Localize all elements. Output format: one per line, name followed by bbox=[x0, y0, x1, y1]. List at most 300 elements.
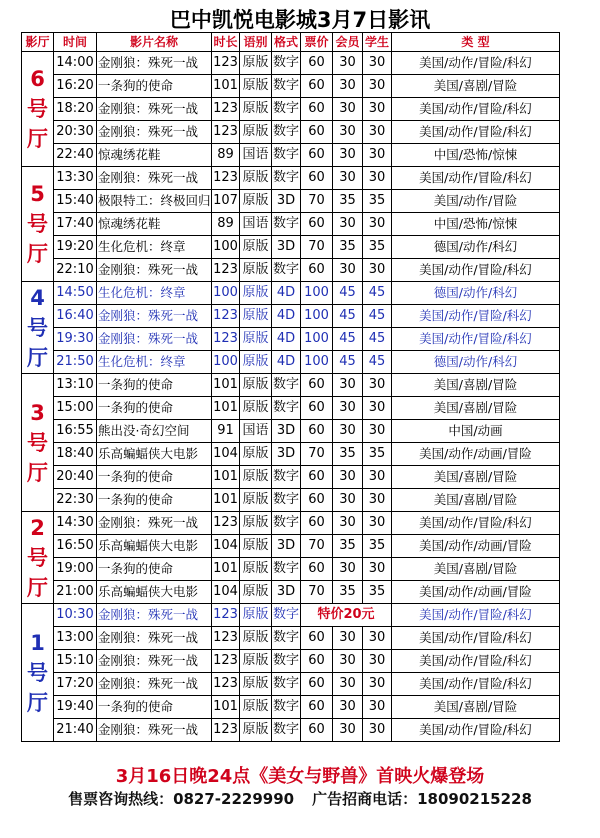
ticket-price: 100 bbox=[301, 305, 333, 328]
film-genre: 美国/动作/冒险/科幻 bbox=[392, 604, 560, 627]
hall-label-char: 厅 bbox=[27, 242, 48, 266]
student-price: 30 bbox=[363, 213, 392, 236]
hall-label-char: 厅 bbox=[27, 690, 48, 715]
student-price: 45 bbox=[363, 305, 392, 328]
film-length: 104 bbox=[212, 535, 240, 558]
film-genre: 美国/动作/冒险/科幻 bbox=[392, 650, 560, 673]
table-row bbox=[22, 236, 560, 259]
header-hall: 影厅 bbox=[22, 33, 54, 52]
film-title: 一条狗的使命 bbox=[97, 466, 212, 489]
showtime: 16:40 bbox=[54, 305, 97, 328]
member-price: 30 bbox=[333, 466, 363, 489]
film-language: 原版 bbox=[240, 443, 272, 466]
student-price: 30 bbox=[363, 466, 392, 489]
film-title: 金刚狼：殊死一战 bbox=[97, 167, 212, 190]
film-length: 123 bbox=[212, 512, 240, 535]
page-title: 巴中凯悦电影城3月7日影讯 bbox=[169, 8, 431, 32]
table-row bbox=[22, 581, 560, 604]
film-genre: 美国/动作/冒险/科幻 bbox=[392, 98, 560, 121]
hall-label-char: 厅 bbox=[27, 345, 48, 370]
showtime: 13:30 bbox=[54, 167, 97, 190]
film-length: 123 bbox=[212, 650, 240, 673]
header-length: 时长 bbox=[212, 33, 240, 52]
film-language: 国语 bbox=[240, 144, 272, 167]
header-genre: 类 型 bbox=[392, 33, 560, 52]
hall-label-char: 5 bbox=[30, 182, 45, 206]
ticket-price: 70 bbox=[301, 581, 333, 604]
film-length: 100 bbox=[212, 351, 240, 374]
film-format: 数字 bbox=[272, 696, 301, 719]
schedule-table bbox=[21, 32, 560, 742]
showtime: 13:10 bbox=[54, 374, 97, 397]
hall-label bbox=[22, 512, 54, 604]
film-format: 数字 bbox=[272, 604, 301, 627]
film-title: 金刚狼：殊死一战 bbox=[97, 512, 212, 535]
showtime: 22:30 bbox=[54, 489, 97, 512]
film-length: 123 bbox=[212, 305, 240, 328]
film-format: 3D bbox=[272, 420, 301, 443]
film-format: 数字 bbox=[272, 374, 301, 397]
film-format: 数字 bbox=[272, 167, 301, 190]
film-genre: 美国/动作/冒险/科幻 bbox=[392, 259, 560, 282]
showtime: 21:00 bbox=[54, 581, 97, 604]
film-genre: 美国/动作/动画/冒险 bbox=[392, 535, 560, 558]
film-title: 金刚狼：殊死一战 bbox=[97, 259, 212, 282]
member-price: 30 bbox=[333, 558, 363, 581]
table-row bbox=[22, 374, 560, 397]
film-genre: 美国/动作/冒险/科幻 bbox=[392, 121, 560, 144]
hall-label-char: 3 bbox=[30, 400, 45, 425]
film-language: 原版 bbox=[240, 305, 272, 328]
member-price: 45 bbox=[333, 282, 363, 305]
ticket-price: 60 bbox=[301, 512, 333, 535]
member-price: 45 bbox=[333, 351, 363, 374]
hall-label-char: 6 bbox=[30, 67, 45, 91]
table-row bbox=[22, 351, 560, 374]
ticket-price: 60 bbox=[301, 627, 333, 650]
showtime: 19:30 bbox=[54, 328, 97, 351]
film-title: 金刚狼：殊死一战 bbox=[97, 604, 212, 627]
film-genre: 中国/恐怖/惊悚 bbox=[392, 213, 560, 236]
film-title: 金刚狼：殊死一战 bbox=[97, 98, 212, 121]
ticket-price: 60 bbox=[301, 144, 333, 167]
film-language: 原版 bbox=[240, 282, 272, 305]
member-price: 30 bbox=[333, 52, 363, 75]
student-price: 30 bbox=[363, 144, 392, 167]
header-row bbox=[22, 33, 560, 52]
ticket-price: 70 bbox=[301, 190, 333, 213]
showtime: 17:20 bbox=[54, 673, 97, 696]
film-language: 原版 bbox=[240, 52, 272, 75]
showtime: 20:40 bbox=[54, 466, 97, 489]
film-title: 一条狗的使命 bbox=[97, 558, 212, 581]
student-price: 45 bbox=[363, 351, 392, 374]
header-time: 时间 bbox=[54, 33, 97, 52]
special-price: 特价20元 bbox=[301, 604, 392, 627]
showtime: 16:50 bbox=[54, 535, 97, 558]
hall-label-char: 号 bbox=[27, 430, 48, 455]
film-genre: 美国/动作/冒险/科幻 bbox=[392, 52, 560, 75]
film-language: 原版 bbox=[240, 558, 272, 581]
table-row bbox=[22, 190, 560, 213]
film-language: 原版 bbox=[240, 512, 272, 535]
ticket-price: 100 bbox=[301, 351, 333, 374]
hall-label bbox=[22, 282, 54, 374]
ads-hotline: 广告招商电话：18090215228 bbox=[312, 790, 532, 808]
member-price: 30 bbox=[333, 144, 363, 167]
film-genre: 美国/喜剧/冒险 bbox=[392, 696, 560, 719]
member-price: 30 bbox=[333, 489, 363, 512]
film-format: 4D bbox=[272, 282, 301, 305]
film-language: 原版 bbox=[240, 236, 272, 259]
ticket-price: 60 bbox=[301, 75, 333, 98]
film-format: 数字 bbox=[272, 75, 301, 98]
ticket-price: 60 bbox=[301, 167, 333, 190]
student-price: 35 bbox=[363, 236, 392, 259]
table-row bbox=[22, 673, 560, 696]
film-length: 123 bbox=[212, 52, 240, 75]
film-length: 123 bbox=[212, 627, 240, 650]
film-title: 一条狗的使命 bbox=[97, 489, 212, 512]
film-length: 101 bbox=[212, 75, 240, 98]
film-title: 惊魂绣花鞋 bbox=[97, 144, 212, 167]
table-row bbox=[22, 650, 560, 673]
film-language: 原版 bbox=[240, 604, 272, 627]
hall-label-char: 2 bbox=[30, 515, 45, 540]
film-title: 金刚狼：殊死一战 bbox=[97, 673, 212, 696]
film-genre: 美国/动作/动画/冒险 bbox=[392, 443, 560, 466]
film-format: 4D bbox=[272, 351, 301, 374]
ticket-price: 60 bbox=[301, 259, 333, 282]
table-row bbox=[22, 305, 560, 328]
ticket-price: 60 bbox=[301, 696, 333, 719]
student-price: 30 bbox=[363, 512, 392, 535]
film-length: 91 bbox=[212, 420, 240, 443]
film-language: 原版 bbox=[240, 627, 272, 650]
showtime: 21:40 bbox=[54, 719, 97, 742]
film-language: 原版 bbox=[240, 98, 272, 121]
table-row bbox=[22, 167, 560, 190]
film-genre: 德国/动作/科幻 bbox=[392, 282, 560, 305]
film-language: 原版 bbox=[240, 190, 272, 213]
hall-label bbox=[22, 52, 54, 167]
member-price: 45 bbox=[333, 305, 363, 328]
film-title: 金刚狼：殊死一战 bbox=[97, 52, 212, 75]
member-price: 30 bbox=[333, 98, 363, 121]
table-row bbox=[22, 259, 560, 282]
ticket-price: 60 bbox=[301, 558, 333, 581]
ticket-price: 60 bbox=[301, 650, 333, 673]
film-title: 惊魂绣花鞋 bbox=[97, 213, 212, 236]
film-format: 数字 bbox=[272, 558, 301, 581]
film-language: 国语 bbox=[240, 213, 272, 236]
showtime: 20:30 bbox=[54, 121, 97, 144]
film-format: 数字 bbox=[272, 719, 301, 742]
ticket-price: 100 bbox=[301, 328, 333, 351]
member-price: 30 bbox=[333, 673, 363, 696]
film-title: 生化危机：终章 bbox=[97, 236, 212, 259]
table-row bbox=[22, 397, 560, 420]
student-price: 30 bbox=[363, 374, 392, 397]
film-length: 123 bbox=[212, 328, 240, 351]
film-format: 数字 bbox=[272, 121, 301, 144]
film-format: 数字 bbox=[272, 144, 301, 167]
film-title: 乐高蝙蝠侠大电影 bbox=[97, 581, 212, 604]
contact-line bbox=[0, 788, 600, 809]
header-format: 格式 bbox=[272, 33, 301, 52]
film-length: 101 bbox=[212, 489, 240, 512]
film-genre: 美国/动作/冒险/科幻 bbox=[392, 673, 560, 696]
table-row bbox=[22, 213, 560, 236]
member-price: 30 bbox=[333, 213, 363, 236]
ticket-price: 70 bbox=[301, 535, 333, 558]
member-price: 35 bbox=[333, 190, 363, 213]
film-title: 熊出没·奇幻空间 bbox=[97, 420, 212, 443]
member-price: 30 bbox=[333, 167, 363, 190]
student-price: 30 bbox=[363, 627, 392, 650]
film-language: 原版 bbox=[240, 75, 272, 98]
schedule-body bbox=[22, 52, 560, 742]
film-format: 数字 bbox=[272, 466, 301, 489]
film-genre: 美国/喜剧/冒险 bbox=[392, 374, 560, 397]
ticket-price: 60 bbox=[301, 98, 333, 121]
film-title: 一条狗的使命 bbox=[97, 75, 212, 98]
film-length: 123 bbox=[212, 167, 240, 190]
hall-label bbox=[22, 604, 54, 742]
student-price: 35 bbox=[363, 581, 392, 604]
film-format: 数字 bbox=[272, 650, 301, 673]
film-format: 3D bbox=[272, 190, 301, 213]
table-row bbox=[22, 489, 560, 512]
film-length: 123 bbox=[212, 98, 240, 121]
film-length: 123 bbox=[212, 673, 240, 696]
table-row bbox=[22, 466, 560, 489]
ticket-price: 60 bbox=[301, 489, 333, 512]
film-genre: 美国/喜剧/冒险 bbox=[392, 489, 560, 512]
student-price: 30 bbox=[363, 673, 392, 696]
table-row bbox=[22, 443, 560, 466]
hall-label-char: 厅 bbox=[27, 575, 48, 600]
film-format: 3D bbox=[272, 236, 301, 259]
hall-label-char: 号 bbox=[27, 545, 48, 570]
table-row bbox=[22, 328, 560, 351]
film-language: 原版 bbox=[240, 374, 272, 397]
film-language: 原版 bbox=[240, 397, 272, 420]
header-film: 影片名称 bbox=[97, 33, 212, 52]
showtime: 16:55 bbox=[54, 420, 97, 443]
film-length: 123 bbox=[212, 604, 240, 627]
film-length: 100 bbox=[212, 282, 240, 305]
film-language: 原版 bbox=[240, 351, 272, 374]
student-price: 30 bbox=[363, 75, 392, 98]
student-price: 45 bbox=[363, 282, 392, 305]
film-title: 金刚狼：殊死一战 bbox=[97, 305, 212, 328]
film-title: 金刚狼：殊死一战 bbox=[97, 650, 212, 673]
film-genre: 美国/喜剧/冒险 bbox=[392, 397, 560, 420]
member-price: 35 bbox=[333, 236, 363, 259]
table-row bbox=[22, 512, 560, 535]
hall-label-char: 号 bbox=[27, 315, 48, 340]
film-format: 数字 bbox=[272, 673, 301, 696]
table-row bbox=[22, 144, 560, 167]
film-title: 一条狗的使命 bbox=[97, 696, 212, 719]
film-length: 101 bbox=[212, 558, 240, 581]
film-format: 3D bbox=[272, 535, 301, 558]
film-length: 101 bbox=[212, 397, 240, 420]
student-price: 30 bbox=[363, 52, 392, 75]
showtime: 15:10 bbox=[54, 650, 97, 673]
film-title: 生化危机：终章 bbox=[97, 282, 212, 305]
film-genre: 美国/喜剧/冒险 bbox=[392, 75, 560, 98]
header-language: 语别 bbox=[240, 33, 272, 52]
ticket-price: 60 bbox=[301, 374, 333, 397]
film-language: 原版 bbox=[240, 328, 272, 351]
film-length: 89 bbox=[212, 144, 240, 167]
table-row bbox=[22, 696, 560, 719]
table-row bbox=[22, 535, 560, 558]
hall-label-char: 号 bbox=[27, 97, 48, 121]
film-language: 原版 bbox=[240, 673, 272, 696]
hall-label-char: 4 bbox=[30, 285, 45, 310]
ticket-price: 60 bbox=[301, 52, 333, 75]
student-price: 30 bbox=[363, 397, 392, 420]
ticket-price: 60 bbox=[301, 397, 333, 420]
member-price: 30 bbox=[333, 650, 363, 673]
film-length: 123 bbox=[212, 259, 240, 282]
ticket-price: 60 bbox=[301, 673, 333, 696]
showtime: 17:40 bbox=[54, 213, 97, 236]
showtime: 21:50 bbox=[54, 351, 97, 374]
film-format: 数字 bbox=[272, 52, 301, 75]
member-price: 30 bbox=[333, 121, 363, 144]
film-language: 原版 bbox=[240, 650, 272, 673]
film-language: 原版 bbox=[240, 696, 272, 719]
student-price: 30 bbox=[363, 98, 392, 121]
film-genre: 美国/动作/冒险/科幻 bbox=[392, 719, 560, 742]
film-title: 金刚狼：殊死一战 bbox=[97, 121, 212, 144]
film-language: 原版 bbox=[240, 121, 272, 144]
film-genre: 美国/动作/冒险/科幻 bbox=[392, 627, 560, 650]
member-price: 30 bbox=[333, 397, 363, 420]
table-row bbox=[22, 420, 560, 443]
member-price: 30 bbox=[333, 75, 363, 98]
film-language: 原版 bbox=[240, 489, 272, 512]
film-genre: 美国/动作/动画/冒险 bbox=[392, 581, 560, 604]
ticket-price: 100 bbox=[301, 282, 333, 305]
hall-label bbox=[22, 374, 54, 512]
film-format: 数字 bbox=[272, 512, 301, 535]
film-length: 123 bbox=[212, 121, 240, 144]
showtime: 14:00 bbox=[54, 52, 97, 75]
student-price: 35 bbox=[363, 190, 392, 213]
hall-label-char: 号 bbox=[27, 660, 48, 685]
film-title: 乐高蝙蝠侠大电影 bbox=[97, 535, 212, 558]
student-price: 30 bbox=[363, 167, 392, 190]
showtime: 15:40 bbox=[54, 190, 97, 213]
film-genre: 美国/动作/冒险 bbox=[392, 190, 560, 213]
member-price: 30 bbox=[333, 420, 363, 443]
film-genre: 中国/恐怖/惊悚 bbox=[392, 144, 560, 167]
film-title: 一条狗的使命 bbox=[97, 374, 212, 397]
showtime: 19:20 bbox=[54, 236, 97, 259]
film-length: 101 bbox=[212, 374, 240, 397]
header-member: 会员 bbox=[333, 33, 363, 52]
showtime: 18:20 bbox=[54, 98, 97, 121]
student-price: 30 bbox=[363, 719, 392, 742]
member-price: 45 bbox=[333, 328, 363, 351]
ticket-price: 60 bbox=[301, 466, 333, 489]
film-language: 原版 bbox=[240, 535, 272, 558]
showtime: 14:50 bbox=[54, 282, 97, 305]
film-language: 国语 bbox=[240, 420, 272, 443]
student-price: 30 bbox=[363, 558, 392, 581]
film-language: 原版 bbox=[240, 259, 272, 282]
film-length: 107 bbox=[212, 190, 240, 213]
ticket-hotline: 售票咨询热线：0827-2229990 bbox=[68, 790, 295, 808]
film-format: 数字 bbox=[272, 627, 301, 650]
film-format: 数字 bbox=[272, 489, 301, 512]
ticket-price: 60 bbox=[301, 719, 333, 742]
film-genre: 美国/动作/冒险/科幻 bbox=[392, 305, 560, 328]
member-price: 30 bbox=[333, 259, 363, 282]
student-price: 30 bbox=[363, 489, 392, 512]
film-format: 4D bbox=[272, 328, 301, 351]
film-format: 数字 bbox=[272, 213, 301, 236]
film-title: 极限特工：终极回归 bbox=[97, 190, 212, 213]
hall-label-char: 号 bbox=[27, 212, 48, 236]
film-format: 3D bbox=[272, 581, 301, 604]
film-length: 104 bbox=[212, 443, 240, 466]
film-genre: 德国/动作/科幻 bbox=[392, 236, 560, 259]
film-genre: 美国/动作/冒险/科幻 bbox=[392, 328, 560, 351]
film-genre: 德国/动作/科幻 bbox=[392, 351, 560, 374]
film-title: 金刚狼：殊死一战 bbox=[97, 627, 212, 650]
film-genre: 美国/动作/冒险/科幻 bbox=[392, 167, 560, 190]
header-student: 学生 bbox=[363, 33, 392, 52]
hall-label-char: 厅 bbox=[27, 460, 48, 485]
student-price: 45 bbox=[363, 328, 392, 351]
member-price: 30 bbox=[333, 627, 363, 650]
ticket-price: 70 bbox=[301, 443, 333, 466]
film-language: 原版 bbox=[240, 466, 272, 489]
promo-banner: 3月16日晚24点《美女与野兽》首映火爆登场 bbox=[115, 766, 485, 787]
student-price: 30 bbox=[363, 650, 392, 673]
table-row bbox=[22, 98, 560, 121]
showtime: 14:30 bbox=[54, 512, 97, 535]
film-format: 数字 bbox=[272, 397, 301, 420]
member-price: 35 bbox=[333, 535, 363, 558]
showtime: 18:40 bbox=[54, 443, 97, 466]
student-price: 30 bbox=[363, 121, 392, 144]
ticket-price: 60 bbox=[301, 420, 333, 443]
table-row bbox=[22, 558, 560, 581]
hall-label-char: 厅 bbox=[27, 127, 48, 151]
table-row bbox=[22, 52, 560, 75]
hall-label bbox=[22, 167, 54, 282]
film-title: 金刚狼：殊死一战 bbox=[97, 328, 212, 351]
showtime: 22:40 bbox=[54, 144, 97, 167]
showtime: 15:00 bbox=[54, 397, 97, 420]
film-genre: 美国/喜剧/冒险 bbox=[392, 466, 560, 489]
hall-label-char: 1 bbox=[30, 630, 45, 655]
ticket-price: 70 bbox=[301, 236, 333, 259]
table-row bbox=[22, 121, 560, 144]
showtime: 10:30 bbox=[54, 604, 97, 627]
student-price: 30 bbox=[363, 696, 392, 719]
film-title: 金刚狼：殊死一战 bbox=[97, 719, 212, 742]
film-length: 101 bbox=[212, 466, 240, 489]
film-genre: 中国/动画 bbox=[392, 420, 560, 443]
